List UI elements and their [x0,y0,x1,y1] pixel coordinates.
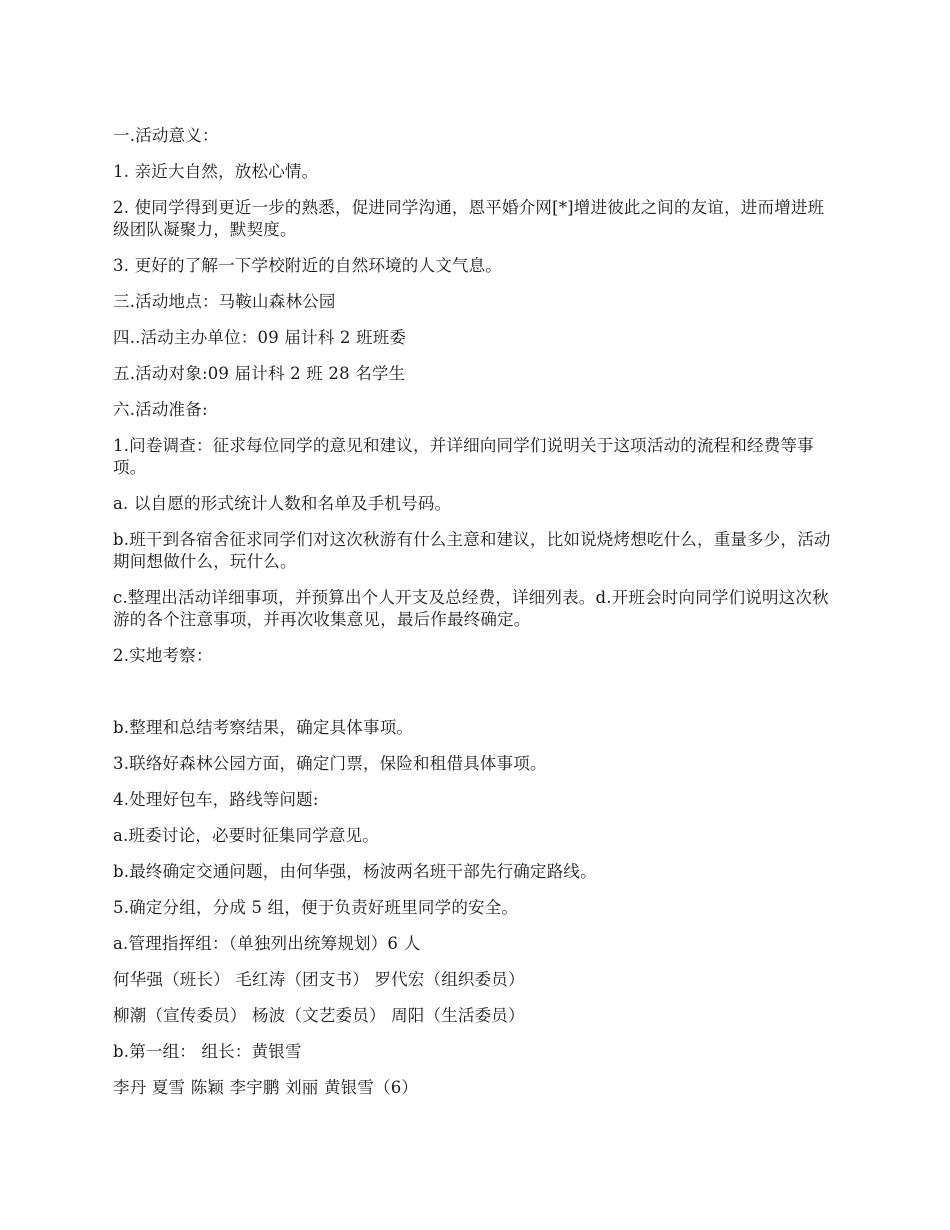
paragraph: 5.确定分组，分成 5 组，便于负责好班里同学的安全。 [113,898,519,917]
heading-activity-participants: 五.活动对象:09 届计科 2 班 28 名学生 [113,364,406,383]
paragraph: a.班委讨论，必要时征集同学意见。 [113,826,379,845]
blank-space [113,681,838,717]
paragraph: a. 以自愿的形式统计人数和名单及手机号码。 [113,494,452,513]
paragraph: 2.实地考察： [113,646,213,665]
paragraph: b.第一组： 组长：黄银雪 [113,1042,302,1061]
paragraph: 3.联络好森林公园方面，确定门票，保险和租借具体事项。 [113,754,547,773]
document-page [113,125,838,1113]
member-list: 柳潮（宣传委员） 杨波（文艺委员） 周阳（生活委员） [113,1006,525,1025]
paragraph: b.班干到各宿舍征求同学们对这次秋游有什么主意和建议，比如说烧烤想吃什么，重量多少，活动期间想做什么，玩什么。 [113,530,831,571]
paragraph: 1.问卷调查：征求每位同学的意见和建议，并详细向同学们说明关于这项活动的流程和经费等事项。 [113,436,814,477]
paragraph: a.管理指挥组：（单独列出统筹规划）6 人 [113,934,421,953]
paragraph: b.最终确定交通问题，由何华强，杨波两名班干部先行确定路线。 [113,862,597,881]
heading-activity-preparation: 六.活动准备: [113,400,208,419]
paragraph: 3. 更好的了解一下学校附近的自然环境的人文气息。 [113,256,502,275]
paragraph: 1. 亲近大自然，放松心情。 [113,162,319,181]
heading-activity-organizer: 四..活动主办单位：09 届计科 2 班班委 [113,328,407,347]
paragraph: 2. 使同学得到更近一步的熟悉，促进同学沟通，恩平婚介网[*]增进彼此之间的友谊，进而增进班级团队凝聚力，默契度。 [113,198,825,239]
paragraph: b.整理和总结考察结果，确定具体事项。 [113,718,414,737]
member-list: 李丹 夏雪 陈颖 李宇鹏 刘丽 黄银雪（6） [113,1078,419,1097]
member-list: 何华强（班长） 毛红涛（团支书） 罗代宏（组织委员） [113,970,525,989]
paragraph: c.整理出活动详细事项，并预算出个人开支及总经费，详细列表。d.开班会时向同学们说明这次秋游的各个注意事项，并再次收集意见，最后作最终确定。 [113,588,829,629]
paragraph: 4.处理好包车，路线等问题: [113,790,319,809]
heading-activity-meaning: 一.活动意义： [113,126,219,145]
heading-activity-location: 三.活动地点：马鞍山森林公园 [113,292,336,311]
